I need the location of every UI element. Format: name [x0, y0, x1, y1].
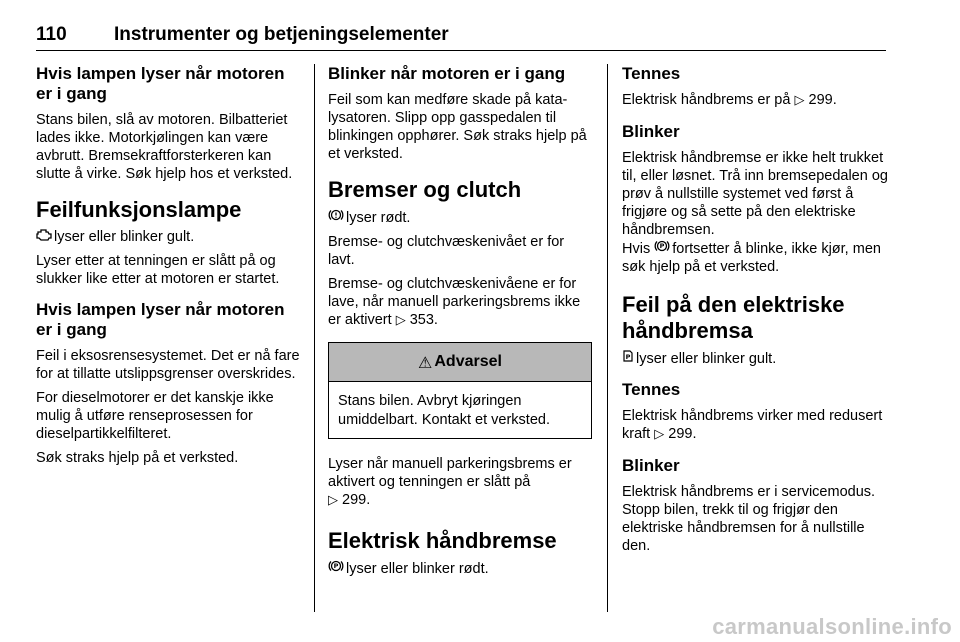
page-ref-arrow-icon: ▷ — [328, 493, 338, 508]
section-title-epb: Elektrisk håndbremse — [328, 528, 557, 553]
paragraph: Elektrisk håndbrems er på ▷ 299. — [622, 92, 837, 108]
engine-icon — [36, 228, 52, 246]
paragraph: Hvis P fortsetter å blinke, ikke kjør, men søk hjelp på et verksted. — [622, 241, 881, 275]
page-number: 110 — [36, 24, 67, 45]
section-heading: Blinker — [622, 456, 680, 475]
paragraph: Stans bilen, slå av motoren. Bilbatteriet lades ikke. Motorkjølingen kan være avbrutt. Bremsekraftforsterkeren kan slutte å virke. Søk hjelp hos et verksted. — [36, 112, 293, 182]
warning-header — [329, 343, 591, 382]
svg-text:P: P — [333, 562, 339, 571]
section-title-malfunction: Feilfunksjonslampe — [36, 197, 242, 222]
paragraph: Søk straks hjelp på et verksted. — [36, 450, 239, 466]
section-heading: Tennes — [622, 380, 681, 399]
section-heading: Blinker — [622, 122, 680, 141]
chapter-title: Instrumenter og betjeningselementer — [114, 24, 449, 45]
paragraph: Feil som kan medføre skade på katalysatoren. Slipp opp gasspedalen til blinkingen opphører. Søk straks hjelp på et verksted. — [328, 92, 587, 162]
warning-body: Stans bilen. Avbryt kjøringen umiddelbart. Kontakt et verksted. — [338, 393, 550, 428]
paragraph: Feil i eksosrensesystemet. Det er nå fare for at tillatte utslippsgrenser overskrides. — [36, 348, 300, 382]
section-title-brakes: Bremser og clutch — [328, 177, 522, 202]
parking-brake-icon — [328, 559, 344, 578]
page-ref-arrow-icon: ▷ — [794, 93, 805, 108]
section-heading: Hvis lampen lyser når motoren er i gang — [36, 64, 285, 103]
section-title-epb-fault: Feil på den elektriske håndbremsa — [622, 292, 845, 343]
paragraph: lyser rødt. — [328, 208, 592, 227]
paragraph: Elektrisk håndbremse er ikke helt trukket til, eller løsnet. Trå inn bremsepedalen og prøv å nullstille systemet ved først å frigjøre og så sette på den elektriske håndbremsen. — [622, 150, 888, 238]
brake-warning-icon — [328, 208, 344, 227]
paragraph: lyser eller blinker gult. — [36, 228, 300, 246]
svg-text:P: P — [625, 353, 631, 361]
paragraph: Bremse- og clutchvæskenivåene er for lave, når manuell parkeringsbrems ikke er aktivert ▷ 353. — [328, 276, 581, 328]
page-ref-arrow-icon: ▷ — [395, 313, 406, 328]
column-divider — [607, 64, 608, 612]
warning-triangle-icon: ⚠ — [418, 352, 433, 372]
column-1 — [36, 64, 300, 473]
column-divider — [314, 64, 315, 612]
parking-brake-fault-icon — [622, 349, 634, 368]
warning-title: Advarsel — [434, 353, 502, 370]
paragraph: P lyser eller blinker gult. — [622, 349, 888, 368]
paragraph: Elektrisk håndbrems er i servicemodus. Stopp bilen, trekk til og frigjør den elektriske håndbremsen for å nullstille den. — [622, 484, 876, 554]
paragraph: Lyser etter at tenningen er slått på og slukker like etter at motoren er startet. — [36, 253, 280, 287]
svg-text:P: P — [659, 242, 665, 251]
section-heading: Hvis lampen lyser når motoren er i gang — [36, 300, 285, 339]
page-ref-arrow-icon: ▷ — [654, 427, 665, 442]
section-heading: Tennes — [622, 64, 681, 83]
paragraph: Elektrisk håndbrems virker med redusert kraft ▷ 299. — [622, 408, 883, 442]
section-heading: Blinker når motoren er i gang — [328, 64, 566, 83]
page-header — [36, 24, 886, 51]
warning-box — [328, 342, 592, 439]
parking-brake-icon — [654, 239, 670, 258]
column-2 — [328, 64, 592, 584]
paragraph: Lyser når manuell parkeringsbrems er aktivert og tenningen er slått på ▷ 299. — [328, 456, 572, 508]
paragraph: Bremse- og clutchvæskenivået er for lavt. — [328, 234, 565, 268]
column-3 — [622, 64, 888, 561]
paragraph: For dieselmotorer er det kanskje ikke mulig å utføre renseprosessen for dieselpartikkelfilteret. — [36, 390, 274, 442]
watermark: carmanualsonline.info — [712, 614, 952, 639]
paragraph: P lyser eller blinker rødt. — [328, 559, 592, 578]
